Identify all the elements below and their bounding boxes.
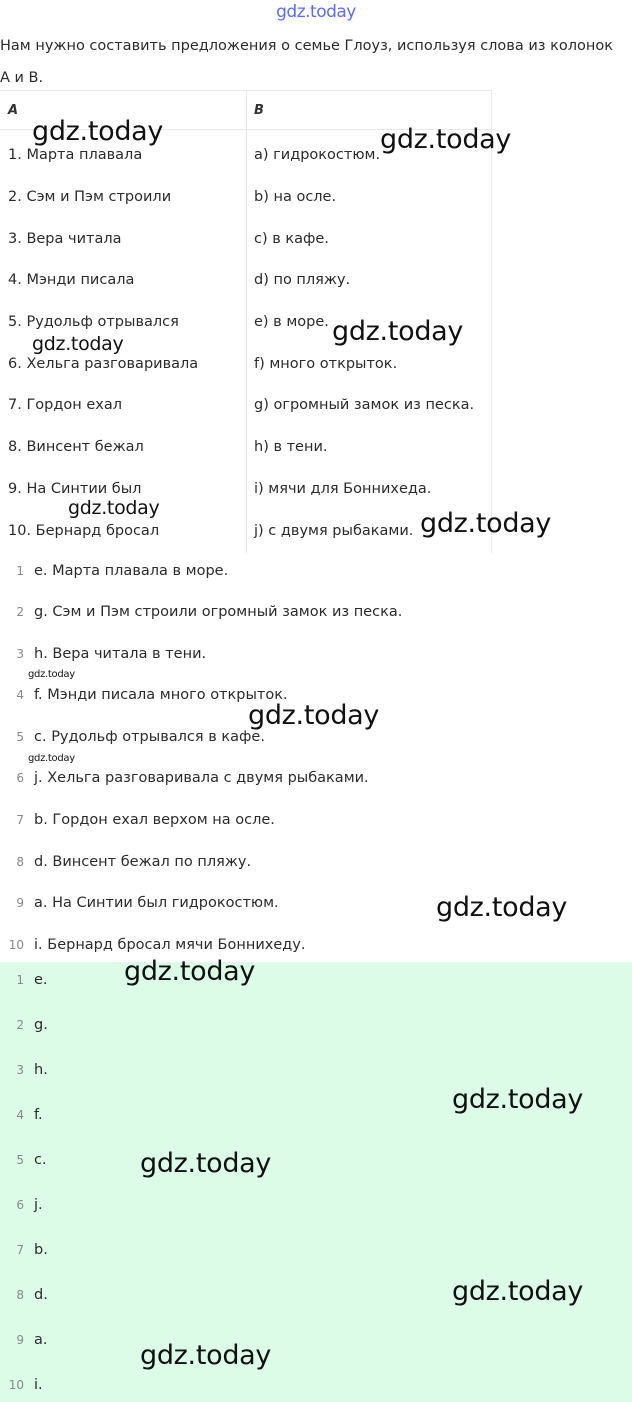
item-text: e. (34, 972, 48, 988)
item-text: b. Гордон ехал верхом на осле. (34, 812, 275, 828)
item-text: e. Марта плавала в море. (34, 563, 229, 579)
cell-b-1: a) гидрокостюм. (254, 147, 381, 163)
watermark: gdz.today (436, 892, 568, 923)
watermark: gdz.today (32, 333, 124, 355)
item-number: 10 (8, 1378, 24, 1392)
watermark: gdz.today (380, 124, 512, 155)
item-text: b. (34, 1242, 48, 1258)
item-number: 1 (16, 564, 24, 578)
list-item (0, 768, 369, 788)
item-number: 8 (16, 1288, 24, 1302)
cell-b-5: e) в море. (254, 314, 329, 330)
short-answers-panel (0, 962, 632, 1402)
column-header-b: B (254, 103, 264, 118)
watermark: gdz.today (140, 1340, 272, 1371)
cell-a-6: 6. Хельга разговаривала (8, 356, 199, 372)
item-number: 9 (16, 1333, 24, 1347)
list-item (0, 935, 305, 955)
item-text: f. Мэнди писала много открыток. (34, 687, 288, 703)
item-number: 6 (16, 771, 24, 785)
item-text: a. (34, 1332, 48, 1348)
item-text: c. Рудольф отрывался в кафе. (34, 729, 265, 745)
cell-a-1: 1. Марта плавала (8, 147, 143, 163)
cell-a-2: 2. Сэм и Пэм строили (8, 189, 172, 205)
item-number: 1 (16, 973, 24, 987)
cell-a-10: 10. Бернард бросал (8, 523, 160, 539)
header-divider (0, 129, 491, 130)
item-number: 7 (16, 813, 24, 827)
list-item (0, 810, 275, 830)
watermark: gdz.today (248, 700, 380, 731)
cell-b-3: c) в кафе. (254, 231, 329, 247)
item-number: 6 (16, 1198, 24, 1212)
item-text: d. Винсент бежал по пляжу. (34, 854, 252, 870)
watermark: gdz.today (420, 508, 552, 539)
item-text: d. (34, 1287, 48, 1303)
list-item (0, 1285, 48, 1305)
cell-b-8: h) в тени. (254, 439, 328, 455)
list-item (0, 852, 251, 872)
cell-b-2: b) на осле. (254, 189, 337, 205)
watermark: gdz.today (124, 956, 256, 987)
item-number: 2 (16, 605, 24, 619)
list-item (0, 893, 279, 913)
cell-b-10: j) с двумя рыбаками. (254, 523, 414, 539)
cell-b-9: i) мячи для Боннихеда. (254, 481, 432, 497)
item-number: 8 (16, 855, 24, 869)
cell-a-8: 8. Винсент бежал (8, 439, 144, 455)
column-header-a: A (8, 103, 19, 118)
item-text: h. (34, 1062, 48, 1078)
item-text: i. Бернард бросал мячи Боннихеду. (34, 937, 306, 953)
list-item (0, 1240, 48, 1260)
item-number: 4 (16, 688, 24, 702)
item-text: f. (34, 1107, 43, 1123)
list-item (0, 1195, 43, 1215)
list-item (0, 685, 288, 705)
item-text: j. (34, 1197, 43, 1213)
list-item (0, 602, 402, 622)
list-item (0, 1150, 47, 1170)
cell-a-5: 5. Рудольф отрывался (8, 314, 179, 330)
item-number: 7 (16, 1243, 24, 1257)
watermark: gdz.today (28, 753, 75, 764)
cell-a-7: 7. Гордон ехал (8, 397, 123, 413)
cell-a-3: 3. Вера читала (8, 231, 122, 247)
list-item (0, 1060, 48, 1080)
item-text: g. Сэм и Пэм строили огромный замок из песка. (34, 604, 403, 620)
item-number: 5 (16, 730, 24, 744)
watermark: gdz.today (32, 116, 164, 147)
list-item (0, 970, 48, 990)
item-text: c. (34, 1152, 47, 1168)
cell-b-7: g) огромный замок из песка. (254, 397, 475, 413)
column-divider (246, 91, 247, 553)
item-number: 5 (16, 1153, 24, 1167)
list-item (0, 1105, 43, 1125)
watermark: gdz.today (140, 1148, 272, 1179)
matching-table (0, 90, 492, 553)
watermark: gdz.today (452, 1276, 584, 1307)
cell-b-6: f) много открыток. (254, 356, 398, 372)
list-item (0, 644, 206, 664)
site-logo[interactable]: gdz.today (276, 2, 356, 22)
item-number: 4 (16, 1108, 24, 1122)
cell-a-9: 9. На Синтии был (8, 481, 142, 497)
watermark: gdz.today (332, 316, 464, 347)
item-text: j. Хельга разговаривала с двумя рыбаками. (34, 770, 369, 786)
cell-b-4: d) по пляжу. (254, 272, 351, 288)
intro-line-1: Нам нужно составить предложения о семье Глоуз, используя слова из колонок (0, 38, 613, 54)
item-text: g. (34, 1017, 48, 1033)
watermark: gdz.today (28, 669, 75, 680)
item-number: 3 (16, 647, 24, 661)
item-number: 3 (16, 1063, 24, 1077)
list-item (0, 1330, 48, 1350)
watermark: gdz.today (68, 497, 160, 519)
item-text: h. Вера читала в тени. (34, 646, 207, 662)
item-number: 10 (8, 938, 24, 952)
list-item (0, 561, 228, 581)
list-item (0, 727, 265, 747)
item-text: i. (34, 1377, 43, 1393)
watermark: gdz.today (452, 1084, 584, 1115)
list-item (0, 1375, 43, 1395)
task-intro (0, 30, 632, 94)
intro-line-2: A и B. (0, 70, 44, 86)
item-number: 9 (16, 896, 24, 910)
list-item (0, 1015, 48, 1035)
item-text: a. На Синтии был гидрокостюм. (34, 895, 279, 911)
cell-a-4: 4. Мэнди писала (8, 272, 135, 288)
item-number: 2 (16, 1018, 24, 1032)
